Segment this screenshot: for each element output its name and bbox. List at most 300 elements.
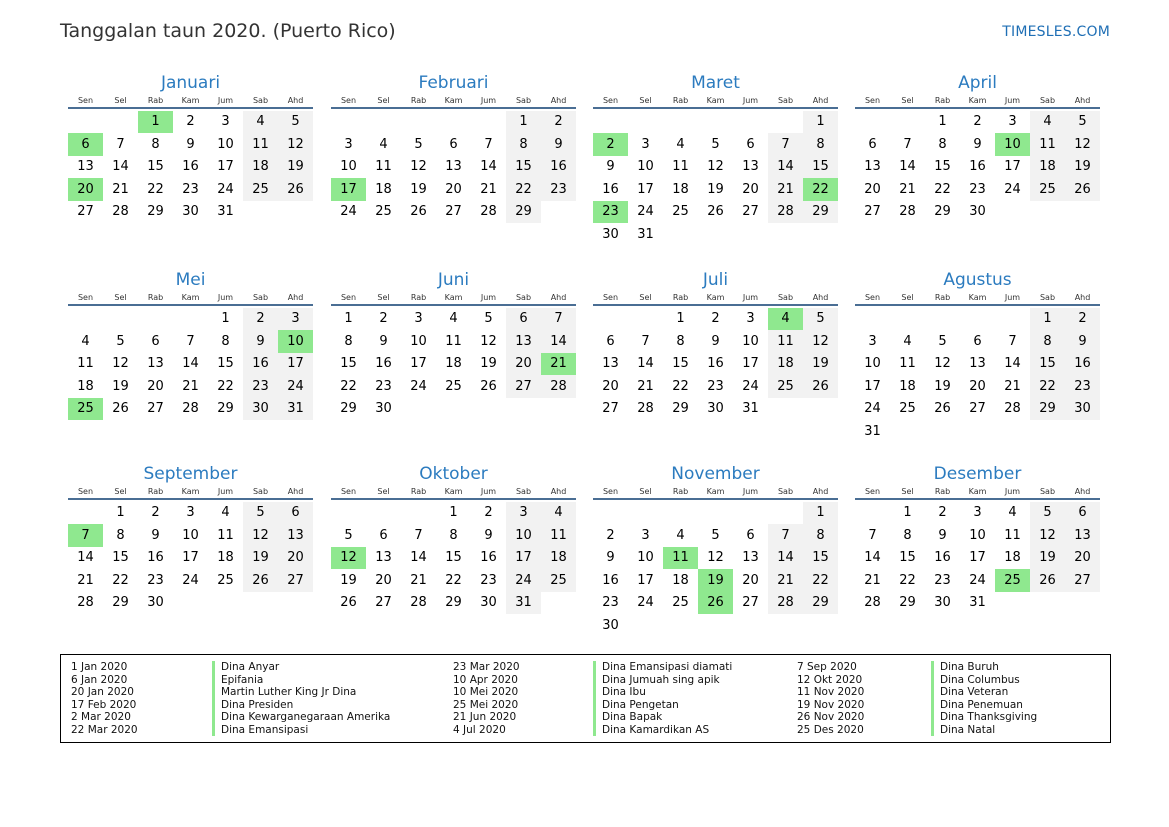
weekday-label: Ahd (812, 96, 829, 105)
day-cell: 16 (480, 550, 497, 566)
holiday-day-cell: 10 (995, 133, 1030, 156)
day-cell: 24 (340, 204, 357, 220)
day-cell: 2 (1065, 308, 1100, 331)
day-cell: 3 (746, 311, 755, 327)
day-cell: 25 (899, 401, 916, 417)
empty-cell (593, 308, 628, 331)
day-cell: 21 (410, 572, 427, 588)
day-cell: 5 (938, 333, 947, 349)
weekday-header (593, 293, 838, 306)
day-cell: 23 (480, 572, 497, 588)
weekday-header (68, 487, 313, 500)
month-block (593, 72, 838, 246)
day-cell: 12 (243, 524, 278, 547)
weekday-label: Jum (742, 487, 759, 496)
day-cell: 19 (340, 572, 357, 588)
empty-cell (960, 308, 995, 331)
day-cell: 28 (410, 595, 427, 611)
day-cell: 12 (707, 159, 724, 175)
day-cell: 11 (375, 159, 392, 175)
day-cell: 3 (278, 308, 313, 331)
day-cell: 11 (243, 133, 278, 156)
day-cell: 14 (768, 156, 803, 179)
day-cell: 29 (803, 201, 838, 224)
day-cell: 15 (506, 156, 541, 179)
day-cell: 10 (506, 524, 541, 547)
day-cell: 26 (803, 375, 838, 398)
day-cell: 21 (864, 572, 881, 588)
day-cell: 1 (449, 505, 458, 521)
day-cell: 27 (1065, 569, 1100, 592)
day-grid (593, 109, 838, 246)
day-cell: 16 (182, 159, 199, 175)
month-name: Juli (702, 270, 729, 290)
weekday-label: Sel (114, 293, 127, 302)
day-cell: 23 (243, 375, 278, 398)
day-cell: 5 (116, 333, 125, 349)
day-cell: 2 (243, 308, 278, 331)
weekday-header (855, 487, 1100, 500)
day-cell: 18 (77, 378, 94, 394)
day-cell: 19 (707, 181, 724, 197)
day-cell: 5 (711, 136, 720, 152)
day-cell: 15 (112, 550, 129, 566)
day-cell: 8 (938, 136, 947, 152)
month-block (855, 269, 1100, 443)
day-cell: 27 (864, 204, 881, 220)
day-cell: 11 (768, 330, 803, 353)
day-cell: 16 (147, 550, 164, 566)
legend-date: 10 Apr 2020 (453, 673, 518, 686)
site-brand-link[interactable]: TIMESLES.COM (1002, 24, 1110, 40)
legend-date: 1 Jan 2020 (71, 661, 128, 673)
day-cell: 4 (221, 505, 230, 521)
weekday-label: Kam (706, 487, 725, 496)
holiday-day-cell: 25 (68, 398, 103, 421)
day-cell: 3 (414, 311, 423, 327)
weekday-label: Ahd (550, 293, 567, 302)
day-cell: 8 (803, 524, 838, 547)
weekday-label: Sen (340, 96, 357, 105)
day-cell: 15 (934, 159, 951, 175)
weekday-label: Jum (1004, 487, 1021, 496)
day-cell: 24 (410, 378, 427, 394)
day-cell: 25 (1030, 178, 1065, 201)
day-cell: 15 (147, 159, 164, 175)
empty-cell (890, 308, 925, 331)
day-cell: 26 (243, 569, 278, 592)
day-cell: 16 (934, 550, 951, 566)
weekday-label: Sen (340, 293, 357, 302)
empty-cell (68, 308, 103, 331)
day-cell: 9 (243, 330, 278, 353)
day-grid (331, 500, 576, 614)
holiday-day-cell: 10 (278, 330, 313, 353)
day-cell: 8 (676, 333, 685, 349)
month-block (331, 463, 576, 614)
day-cell: 21 (77, 572, 94, 588)
empty-cell (173, 308, 208, 331)
holiday-day-cell: 6 (68, 133, 103, 156)
day-cell: 30 (934, 595, 951, 611)
day-cell: 30 (969, 204, 986, 220)
day-cell: 9 (606, 550, 615, 566)
day-cell: 11 (672, 159, 689, 175)
day-cell: 22 (899, 572, 916, 588)
day-cell: 14 (637, 356, 654, 372)
day-grid (593, 306, 838, 420)
legend-date: 11 Nov 2020 (797, 686, 865, 698)
weekday-label: Kam (181, 487, 200, 496)
weekday-label: Rab (672, 96, 689, 105)
day-cell: 15 (672, 356, 689, 372)
legend-holiday-name: Dina Pengetan (593, 699, 679, 712)
day-cell: 4 (903, 333, 912, 349)
holiday-day-cell: 1 (138, 111, 173, 134)
weekday-label: Kam (968, 293, 987, 302)
day-cell: 27 (445, 204, 462, 220)
day-cell: 29 (340, 401, 357, 417)
day-cell: 4 (676, 136, 685, 152)
month-block (593, 269, 838, 420)
month-name: Desember (933, 464, 1022, 484)
day-cell: 25 (375, 204, 392, 220)
day-cell: 7 (868, 527, 877, 543)
day-cell: 24 (217, 181, 234, 197)
day-cell: 14 (1004, 356, 1021, 372)
day-cell: 14 (541, 330, 576, 353)
day-cell: 4 (1030, 111, 1065, 134)
day-cell: 16 (375, 356, 392, 372)
holiday-day-cell: 20 (68, 178, 103, 201)
day-cell: 21 (1004, 378, 1021, 394)
day-cell: 12 (707, 550, 724, 566)
empty-cell (698, 502, 733, 525)
weekday-label: Sen (77, 293, 94, 302)
legend-date: 26 Nov 2020 (797, 711, 865, 723)
day-cell: 30 (480, 595, 497, 611)
day-cell: 22 (217, 378, 234, 394)
weekday-label: Sel (901, 487, 914, 496)
day-cell: 8 (116, 527, 125, 543)
empty-cell (138, 308, 173, 331)
day-cell: 31 (742, 401, 759, 417)
day-cell: 7 (768, 524, 803, 547)
day-cell: 14 (480, 159, 497, 175)
day-cell: 14 (112, 159, 129, 175)
day-cell: 28 (768, 592, 803, 615)
page-title: Tanggalan taun 2020. (Puerto Rico) (60, 20, 396, 42)
day-cell: 5 (711, 527, 720, 543)
weekday-label: Sab (252, 293, 269, 302)
legend-date: 2 Mar 2020 (71, 711, 131, 723)
day-cell: 1 (221, 311, 230, 327)
empty-cell (733, 502, 768, 525)
day-cell: 25 (445, 378, 462, 394)
day-cell: 24 (278, 375, 313, 398)
day-cell: 2 (379, 311, 388, 327)
weekday-label: Sab (252, 487, 269, 496)
day-cell: 11 (899, 356, 916, 372)
day-cell: 28 (480, 204, 497, 220)
day-cell: 10 (637, 550, 654, 566)
day-cell: 16 (602, 181, 619, 197)
holiday-day-cell: 22 (803, 178, 838, 201)
day-cell: 1 (803, 111, 838, 134)
day-cell: 7 (414, 527, 423, 543)
day-cell: 2 (938, 505, 947, 521)
day-cell: 29 (803, 592, 838, 615)
weekday-label: Rab (672, 293, 689, 302)
weekday-label: Sab (777, 293, 794, 302)
day-cell: 4 (379, 136, 388, 152)
weekday-label: Sab (1039, 487, 1056, 496)
legend-holiday-name: Dina Ibu (593, 686, 646, 699)
legend-holiday-name: Dina Emansipasi (212, 724, 308, 737)
day-cell: 23 (969, 181, 986, 197)
weekday-label: Sen (864, 487, 881, 496)
day-cell: 24 (637, 204, 654, 220)
day-cell: 28 (637, 401, 654, 417)
day-cell: 31 (506, 592, 541, 615)
weekday-label: Jum (1004, 96, 1021, 105)
day-cell: 10 (182, 527, 199, 543)
day-cell: 11 (217, 527, 234, 543)
day-cell: 8 (221, 333, 230, 349)
day-cell: 23 (182, 181, 199, 197)
day-cell: 23 (147, 572, 164, 588)
weekday-label: Sen (864, 96, 881, 105)
legend-date: 4 Jul 2020 (453, 723, 506, 736)
holiday-legend (60, 654, 1111, 743)
day-cell: 15 (340, 356, 357, 372)
weekday-label: Kam (968, 96, 987, 105)
weekday-header (855, 293, 1100, 306)
weekday-header (68, 293, 313, 306)
day-cell: 6 (379, 527, 388, 543)
day-cell: 15 (803, 156, 838, 179)
legend-holiday-name: Dina Penemuan (931, 699, 1023, 712)
day-cell: 3 (973, 505, 982, 521)
empty-cell (663, 111, 698, 134)
weekday-label: Ahd (287, 487, 304, 496)
legend-holiday-name: Dina Veteran (931, 686, 1008, 699)
month-name: Februari (418, 73, 489, 93)
holiday-day-cell: 12 (331, 547, 366, 570)
legend-date: 10 Mei 2020 (453, 686, 519, 698)
day-grid (331, 109, 576, 223)
day-cell: 3 (641, 527, 650, 543)
day-cell: 4 (676, 527, 685, 543)
day-cell: 20 (1065, 547, 1100, 570)
month-name: Maret (691, 73, 740, 93)
empty-cell (855, 308, 890, 331)
day-cell: 27 (969, 401, 986, 417)
weekday-label: Kam (444, 487, 463, 496)
day-cell: 18 (672, 572, 689, 588)
weekday-label: Sab (777, 487, 794, 496)
day-cell: 3 (221, 114, 230, 130)
day-cell: 7 (186, 333, 195, 349)
weekday-label: Rab (934, 293, 951, 302)
day-cell: 1 (116, 505, 125, 521)
weekday-label: Ahd (550, 487, 567, 496)
weekday-label: Jum (480, 487, 497, 496)
day-cell: 24 (742, 378, 759, 394)
empty-cell (103, 111, 138, 134)
day-cell: 11 (1004, 527, 1021, 543)
day-cell: 16 (541, 156, 576, 179)
day-cell: 26 (340, 595, 357, 611)
day-cell: 22 (506, 178, 541, 201)
day-cell: 9 (973, 136, 982, 152)
weekday-label: Kam (706, 96, 725, 105)
day-cell: 21 (112, 181, 129, 197)
empty-cell (331, 111, 366, 134)
legend-date: 6 Jan 2020 (71, 673, 128, 686)
empty-cell (855, 111, 890, 134)
day-cell: 31 (217, 204, 234, 220)
day-cell: 11 (77, 356, 94, 372)
weekday-label: Rab (147, 487, 164, 496)
day-cell: 18 (217, 550, 234, 566)
legend-date: 17 Feb 2020 (71, 698, 137, 711)
day-cell: 8 (803, 133, 838, 156)
day-cell: 27 (742, 204, 759, 220)
day-cell: 28 (864, 595, 881, 611)
day-cell: 20 (864, 181, 881, 197)
day-cell: 20 (375, 572, 392, 588)
legend-holiday-name: Martin Luther King Jr Dina (212, 686, 356, 699)
legend-holiday-name: Dina Kamardikan AS (593, 724, 709, 737)
weekday-label: Ahd (1074, 293, 1091, 302)
legend-holiday-name: Dina Buruh (931, 661, 999, 674)
day-cell: 22 (147, 181, 164, 197)
day-grid (855, 109, 1100, 223)
day-cell: 29 (445, 595, 462, 611)
day-cell: 3 (344, 136, 353, 152)
day-cell: 9 (938, 527, 947, 543)
empty-cell (995, 308, 1030, 331)
day-cell: 31 (278, 398, 313, 421)
day-cell: 14 (410, 550, 427, 566)
day-cell: 10 (340, 159, 357, 175)
day-cell: 3 (1008, 114, 1017, 130)
day-cell: 5 (803, 308, 838, 331)
weekday-header (331, 487, 576, 500)
day-cell: 6 (746, 527, 755, 543)
weekday-label: Sab (252, 96, 269, 105)
weekday-label: Kam (181, 96, 200, 105)
empty-cell (698, 111, 733, 134)
month-block (593, 463, 838, 637)
day-cell: 23 (602, 595, 619, 611)
day-cell: 21 (480, 181, 497, 197)
day-cell: 21 (182, 378, 199, 394)
empty-cell (768, 111, 803, 134)
day-cell: 1 (344, 311, 353, 327)
legend-holiday-name: Dina Anyar (212, 661, 279, 674)
day-cell: 20 (969, 378, 986, 394)
day-cell: 4 (541, 502, 576, 525)
day-cell: 17 (742, 356, 759, 372)
day-cell: 13 (375, 550, 392, 566)
holiday-day-cell: 19 (698, 569, 733, 592)
weekday-label: Sen (602, 487, 619, 496)
day-cell: 6 (868, 136, 877, 152)
day-cell: 4 (1008, 505, 1017, 521)
empty-cell (103, 308, 138, 331)
day-cell: 6 (449, 136, 458, 152)
day-cell: 30 (147, 595, 164, 611)
day-cell: 13 (445, 159, 462, 175)
day-cell: 24 (182, 572, 199, 588)
day-cell: 18 (899, 378, 916, 394)
day-cell: 13 (969, 356, 986, 372)
weekday-label: Sel (639, 487, 652, 496)
day-cell: 28 (1004, 401, 1021, 417)
holiday-day-cell: 7 (68, 524, 103, 547)
day-cell: 12 (1030, 524, 1065, 547)
day-cell: 7 (1008, 333, 1017, 349)
legend-date: 20 Jan 2020 (71, 686, 134, 698)
day-cell: 26 (112, 401, 129, 417)
holiday-day-cell: 26 (698, 592, 733, 615)
legend-date: 12 Okt 2020 (797, 673, 863, 686)
day-cell: 6 (746, 136, 755, 152)
weekday-label: Jum (742, 293, 759, 302)
empty-cell (925, 308, 960, 331)
day-cell: 6 (278, 502, 313, 525)
day-cell: 9 (186, 136, 195, 152)
day-cell: 18 (375, 181, 392, 197)
day-cell: 28 (77, 595, 94, 611)
day-cell: 21 (768, 569, 803, 592)
day-cell: 4 (243, 111, 278, 134)
weekday-label: Ahd (287, 293, 304, 302)
day-cell: 8 (506, 133, 541, 156)
day-cell: 10 (864, 356, 881, 372)
weekday-label: Rab (934, 487, 951, 496)
day-cell: 26 (480, 378, 497, 394)
day-cell: 15 (217, 356, 234, 372)
day-cell: 19 (112, 378, 129, 394)
day-cell: 28 (768, 201, 803, 224)
day-cell: 19 (803, 353, 838, 376)
day-cell: 4 (81, 333, 90, 349)
weekday-label: Sen (77, 96, 94, 105)
day-cell: 29 (1030, 398, 1065, 421)
day-cell: 20 (602, 378, 619, 394)
day-cell: 13 (864, 159, 881, 175)
day-cell: 13 (742, 159, 759, 175)
day-cell: 2 (973, 114, 982, 130)
empty-cell (628, 308, 663, 331)
holiday-day-cell: 4 (768, 308, 803, 331)
day-cell: 23 (1065, 375, 1100, 398)
legend-date: 19 Nov 2020 (797, 698, 865, 711)
empty-cell (436, 111, 471, 134)
day-grid (593, 500, 838, 637)
weekday-label: Jum (1004, 293, 1021, 302)
month-block (68, 72, 313, 223)
weekday-label: Rab (934, 96, 951, 105)
legend-date: 22 Mar 2020 (71, 723, 138, 736)
weekday-label: Ahd (550, 96, 567, 105)
day-cell: 15 (1030, 353, 1065, 376)
day-cell: 19 (1030, 547, 1065, 570)
day-cell: 29 (147, 204, 164, 220)
